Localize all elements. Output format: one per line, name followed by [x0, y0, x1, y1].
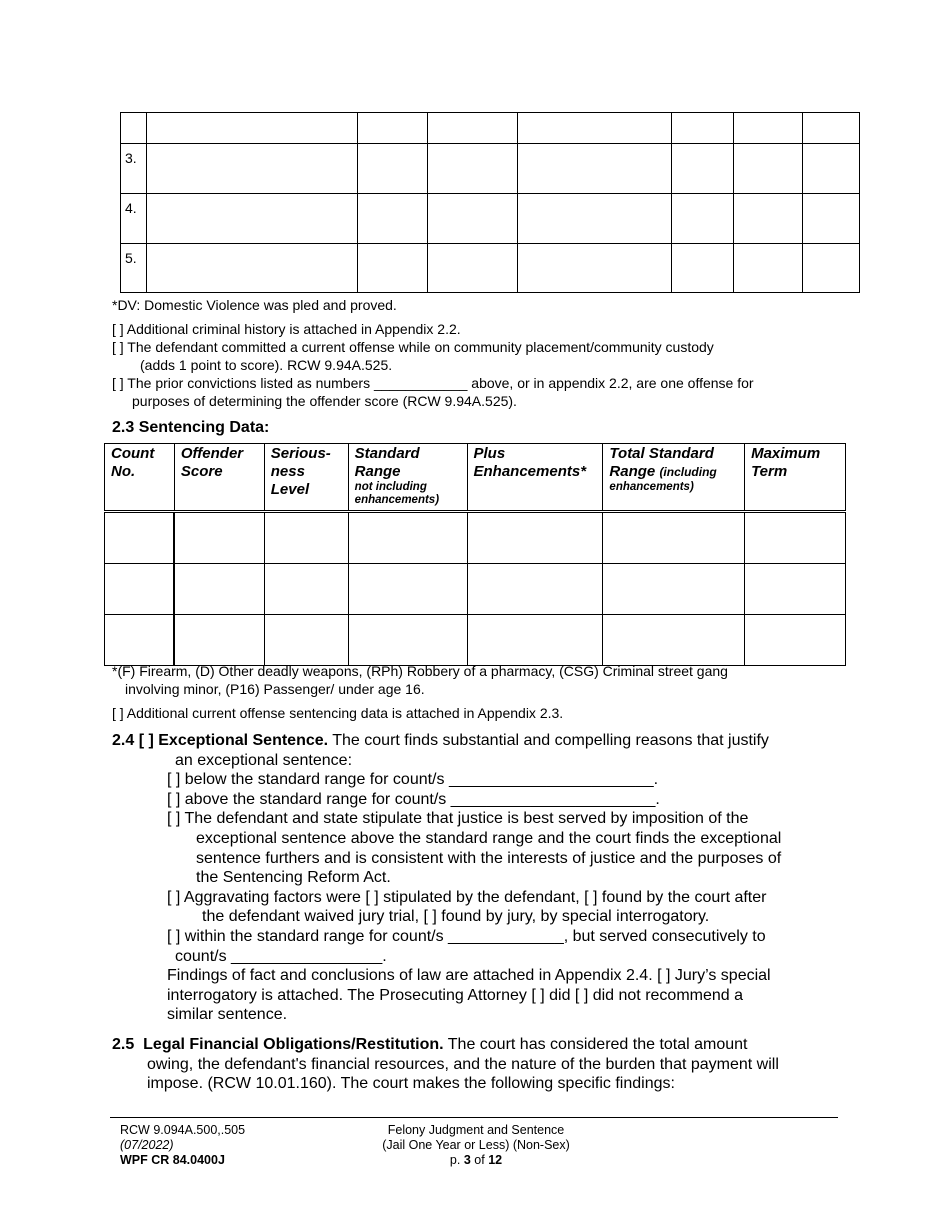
page-number: p. 3 of 12: [449, 1153, 503, 1167]
header-seriousness-level: Serious- ness Level: [264, 444, 348, 512]
table-row: [105, 564, 846, 615]
row-number: 3.: [121, 144, 147, 194]
table-header-row: [105, 444, 846, 512]
header-standard-range: Standard Range not including enhancements): [348, 444, 467, 512]
header-plus-enhancements: Plus Enhancements*: [467, 444, 603, 512]
header-offender-score: Offender Score: [174, 444, 264, 512]
footer-divider: [110, 1117, 838, 1118]
table-row: [121, 244, 860, 293]
one-offense-continued: purposes of determining the offender score (RCW 9.94A.525).: [132, 393, 517, 409]
dv-note: *DV: Domestic Violence was pled and proved.: [112, 297, 397, 313]
criminal-history-checks: [112, 320, 754, 410]
legal-financial-section: 2.5 Legal Financial Obligations/Restitution. The court has considered the total amount owing, the defendant's financial resources, and the nature of the burden that payment will impose. (RCW 10.01.160). The court makes the following specific findings:: [112, 1036, 779, 1093]
table-row: [105, 615, 846, 666]
row-number: 5.: [121, 244, 147, 293]
appendix-check[interactable]: [ ] Additional criminal history is attached in Appendix 2.2.: [112, 321, 461, 337]
additional-sentencing-check[interactable]: [ ] Additional current offense sentencing data is attached in Appendix 2.3.: [112, 705, 564, 721]
table-row: [121, 113, 860, 144]
exceptional-sentence-section: 2.4 [ ] Exceptional Sentence. The court finds substantial and compelling reasons that justify an exceptional sentence: [ ] below the standard range for count/s _______________________. [ ] above the standard range for count/s _______________________. [ ] The defendant and state stipulate that justice is best served by imposition of the exceptional sentence above the standard range and the court finds the exceptional sentence furthers and is consistent with the interests of justice and the purposes of the Sentencing Reform Act. [ ] Aggravating factors were [ ] stipulated by the defendant, [ ] found by the court after the defendant waived jury trial, [ ] found by jury, by special interrogatory. [ ] within the standard range for count/s _____________, but served consecutively to count/s _________________. Findings of fact and conclusions of law are attached in Appendix 2.4. [ ] Jury’s special interrogatory is attached. The Prosecuting Attorney [ ] did [ ] did not recommend a similar sentence.: [112, 731, 842, 1025]
header-maximum-term: Maximum Term: [745, 444, 846, 512]
table-row: [121, 144, 860, 194]
footer-center: Felony Judgment and Sentence (Jail One Year or Less) (Non-Sex) p. 3 of 12: [346, 1123, 606, 1168]
sentencing-data-table: [104, 443, 846, 666]
row-number: [121, 113, 147, 144]
row-number: 4.: [121, 194, 147, 244]
section-number[interactable]: 2.4 [ ]: [112, 732, 154, 749]
one-offense-check[interactable]: [ ] The prior convictions listed as numbers ____________ above, or in appendix 2.2, are one offense for: [112, 375, 754, 391]
enhancements-footnote: *(F) Firearm, (D) Other deadly weapons, (RPh) Robbery of a pharmacy, (CSG) Criminal street gang involving minor, (P16) Passenger/ under age 16.: [112, 663, 728, 697]
stipulate-check[interactable]: [ ] The defendant and state stipulate that justice is best served by imposition of the: [167, 810, 749, 828]
section-number: 2.5: [112, 1036, 135, 1053]
community-placement-check[interactable]: [ ] The defendant committed a current offense while on community placement/community custody: [112, 339, 714, 355]
criminal-history-table: [120, 112, 860, 293]
aggravating-factors-check[interactable]: [ ] Aggravating factors were [ ] stipulated by the defendant, [ ] found by the court after: [167, 888, 767, 906]
below-range-check[interactable]: [ ] below the standard range for count/s _______________________.: [167, 771, 659, 789]
findings-text: Findings of fact and conclusions of law are attached in Appendix 2.4. [ ] Jury’s special: [167, 967, 771, 985]
within-range-check[interactable]: [ ] within the standard range for count/s _____________, but served consecutively to: [167, 927, 766, 945]
footer-left: RCW 9.094A.500,.505 (07/2022) WPF CR 84.0400J: [120, 1123, 246, 1167]
header-count-no: Count No.: [105, 444, 175, 512]
community-placement-continued: (adds 1 point to score). RCW 9.94A.525.: [140, 357, 393, 373]
header-total-standard-range: Total Standard Range (including enhancements): [603, 444, 745, 512]
table-row: [105, 512, 846, 564]
table-row: [121, 194, 860, 244]
above-range-check[interactable]: [ ] above the standard range for count/s _______________________.: [167, 790, 660, 808]
section-title: Legal Financial Obligations/Restitution.: [143, 1036, 444, 1053]
sentencing-data-heading: 2.3 Sentencing Data:: [112, 419, 270, 436]
section-title: Exceptional Sentence.: [158, 732, 329, 749]
